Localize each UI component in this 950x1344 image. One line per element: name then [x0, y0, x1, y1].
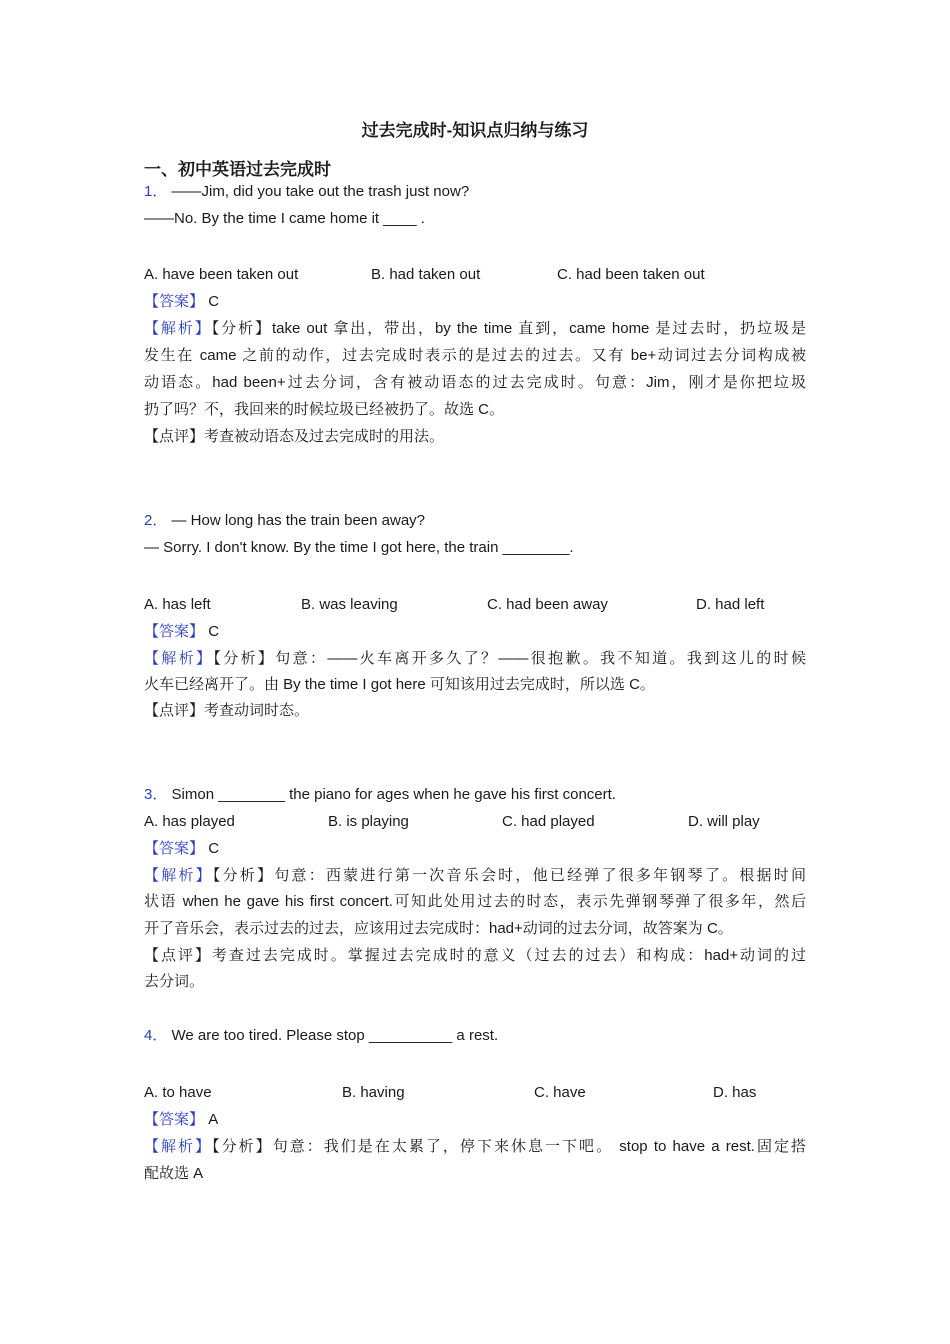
- option-b: B. having: [342, 1084, 405, 1101]
- answer-line: [144, 839, 219, 859]
- comment-label: 【点评】: [144, 947, 212, 964]
- comment-label: 【点评】: [144, 702, 205, 719]
- option-c: C. have: [534, 1084, 586, 1101]
- comment-text: 考查被动语态及过去完成时的用法。: [204, 428, 445, 445]
- question-number: 4．: [144, 1027, 168, 1044]
- question-text: We are too tired. Please stop __________ a rest.: [171, 1027, 499, 1044]
- comment-label: 【点评】: [144, 428, 205, 445]
- question-2-line-1: [144, 511, 425, 531]
- fenxi-label: 【分析】: [212, 867, 275, 884]
- option-c: C. had played: [502, 813, 595, 830]
- question-1-line-2: ——No. By the time I came home it ____ .: [144, 210, 425, 227]
- question-text: Simon ________ the piano for ages when he gave his first concert.: [171, 786, 616, 803]
- answer-value: A: [208, 1111, 219, 1128]
- answer-label: 【答案】: [144, 623, 205, 640]
- option-b: B. had taken out: [371, 266, 481, 283]
- analysis-line: 动语态。had been+过去分词，含有被动语态的过去完成时。句意：Jim，刚才是你把垃圾: [144, 374, 806, 391]
- question-3-line-1: [144, 785, 616, 805]
- option-b: B. is playing: [328, 813, 409, 830]
- analysis-label: 【解析】: [144, 867, 213, 884]
- question-1-line-1: [144, 182, 469, 202]
- analysis-line: [144, 319, 806, 339]
- analysis-line: 开了音乐会，表示过去的过去，应该用过去完成时：had+动词的过去分词，故答案为 C。: [144, 920, 733, 937]
- option-d: D. has: [713, 1084, 757, 1101]
- analysis-line: 配故选 A: [144, 1165, 204, 1182]
- comment-line: [144, 946, 806, 966]
- analysis-text: 句意：我们是在太累了，停下来休息一下吧。 stop to have a rest.固定搭: [272, 1138, 806, 1155]
- question-number: 1．: [144, 183, 168, 200]
- analysis-line: 火车已经离开了。由 By the time I got here 可知该用过去完成时，所以选 C。: [144, 676, 655, 693]
- comment-line: [144, 427, 444, 447]
- answer-label: 【答案】: [144, 1111, 205, 1128]
- question-number: 2．: [144, 512, 168, 529]
- option-c: C. had been taken out: [557, 266, 705, 283]
- section-heading: 一、初中英语过去完成时: [144, 160, 331, 179]
- analysis-text: 句意：西蒙进行第一次音乐会时，他已经弹了很多年钢琴了。根据时间: [274, 867, 806, 884]
- question-text: — How long has the train been away?: [171, 512, 425, 529]
- answer-value: C: [208, 623, 220, 640]
- document-title: 过去完成时-知识点归纳与练习: [361, 121, 589, 140]
- answer-label: 【答案】: [144, 293, 205, 310]
- comment-text: 考查过去完成时。掌握过去完成时的意义（过去的过去）和构成：had+动词的过: [211, 947, 806, 964]
- analysis-line: 扔了吗？不，我回来的时候垃圾已经被扔了。故选 C。: [144, 401, 505, 418]
- analysis-label: 【解析】: [144, 320, 212, 337]
- fenxi-label: 【分析】: [213, 650, 276, 667]
- analysis-text: take out 拿出，带出，by the time 直到，came home 是过去时，扔垃圾是: [271, 320, 806, 337]
- analysis-line: [144, 866, 806, 886]
- analysis-text: 句意：——火车离开多久了？——很抱歉。我不知道。我到这儿的时候: [275, 650, 806, 667]
- question-4-line-1: [144, 1026, 498, 1046]
- analysis-line: [144, 1137, 806, 1157]
- option-c: C. had been away: [487, 596, 608, 613]
- question-2-line-2: — Sorry. I don't know. By the time I got here, the train ________.: [144, 539, 574, 556]
- answer-value: C: [208, 840, 220, 857]
- answer-value: C: [208, 293, 220, 310]
- answer-line: [144, 622, 219, 642]
- option-a: A. have been taken out: [144, 266, 299, 283]
- option-a: A. has played: [144, 813, 235, 830]
- option-d: D. will play: [688, 813, 760, 830]
- answer-label: 【答案】: [144, 840, 205, 857]
- fenxi-label: 【分析】: [212, 1138, 273, 1155]
- analysis-line: 发生在 came 之前的动作，过去完成时表示的是过去的过去。又有 be+动词过去分词构成被: [144, 347, 806, 364]
- answer-line: [144, 1110, 218, 1130]
- comment-line: 去分词。: [144, 973, 205, 990]
- analysis-line: 状语 when he gave his first concert.可知此处用过去的时态，表示先弹钢琴弹了很多年，然后: [144, 893, 806, 910]
- question-number: 3．: [144, 786, 168, 803]
- option-b: B. was leaving: [301, 596, 398, 613]
- option-a: A. has left: [144, 596, 211, 613]
- option-d: D. had left: [696, 596, 765, 613]
- question-text: ——Jim, did you take out the trash just now?: [171, 183, 470, 200]
- analysis-label: 【解析】: [144, 650, 214, 667]
- answer-line: [144, 292, 219, 312]
- comment-line: [144, 701, 309, 721]
- option-a: A. to have: [144, 1084, 212, 1101]
- analysis-line: [144, 649, 806, 669]
- comment-text: 考查动词时态。: [204, 702, 310, 719]
- analysis-label: 【解析】: [144, 1138, 213, 1155]
- fenxi-label: 【分析】: [211, 320, 272, 337]
